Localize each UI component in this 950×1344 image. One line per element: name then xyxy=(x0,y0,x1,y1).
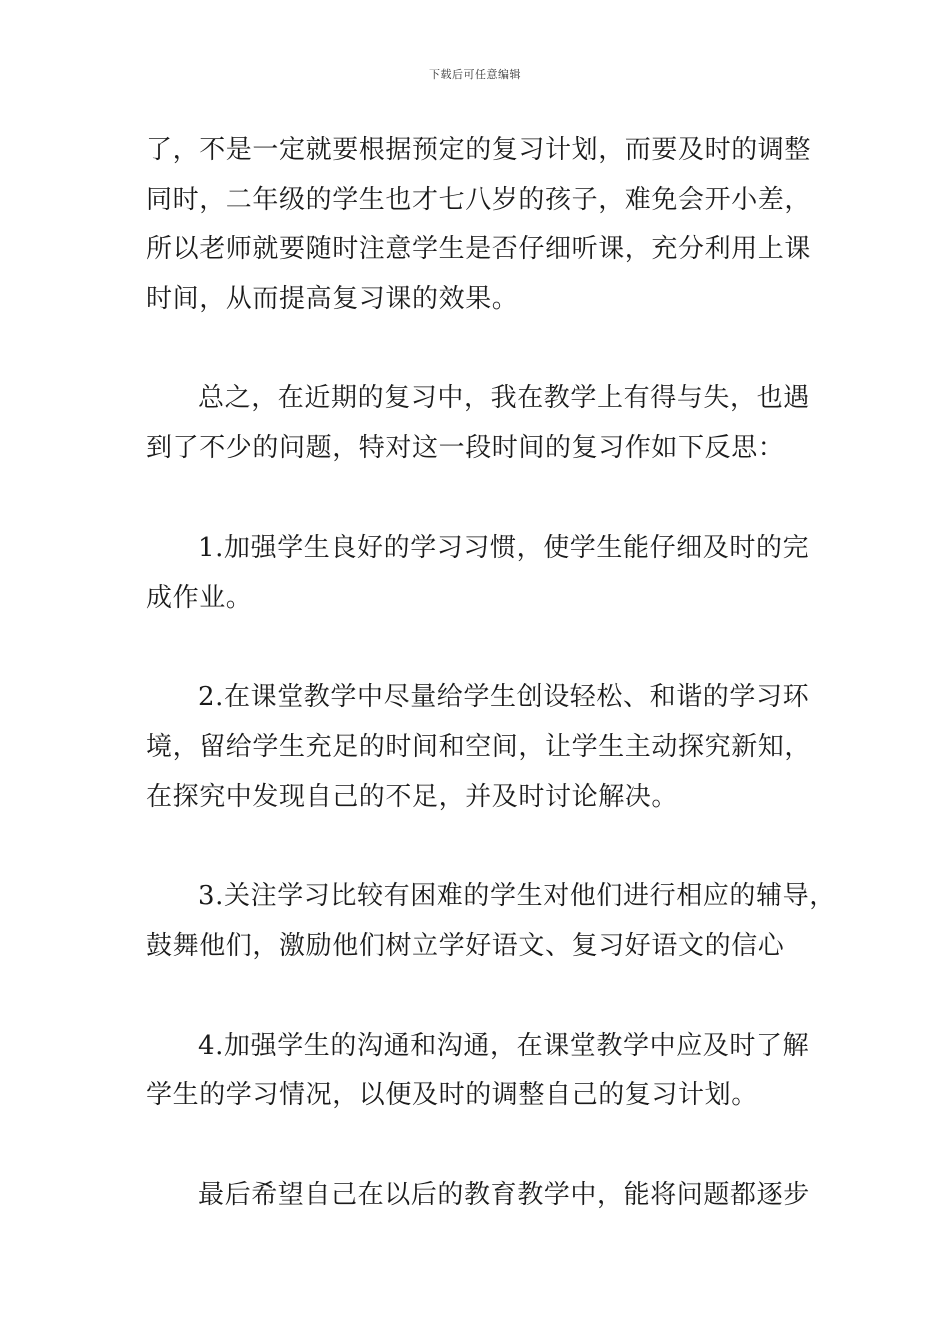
text-line: 3.关注学习比较有困难的学生对他们进行相应的辅导， xyxy=(198,881,836,911)
text-line: 鼓舞他们，激励他们树立学好语文、复习好语文的信心 xyxy=(146,931,785,961)
text-line: 时间，从而提高复习课的效果。 xyxy=(146,284,519,314)
text-line: 1.加强学生良好的学习习惯，使学生能仔细及时的完 xyxy=(198,533,810,563)
text-line: 同时，二年级的学生也才七八岁的孩子，难免会开小差， xyxy=(146,185,812,215)
text-line: 所以老师就要随时注意学生是否仔细听课，充分利用上课 xyxy=(146,234,812,264)
text-line: 2.在课堂教学中尽量给学生创设轻松、和谐的学习环 xyxy=(198,682,810,712)
text-line: 学生的学习情况，以便及时的调整自己的复习计划。 xyxy=(146,1080,758,1110)
page-header: 下载后可任意编辑 xyxy=(429,68,521,81)
text-line: 成作业。 xyxy=(146,583,253,613)
text-line: 在探究中发现自己的不足，并及时讨论解决。 xyxy=(146,782,679,812)
text-line: 最后希望自己在以后的教育教学中，能将问题都逐步 xyxy=(198,1180,810,1210)
text-line: 4.加强学生的沟通和沟通，在课堂教学中应及时了解 xyxy=(198,1031,810,1061)
text-line: 到了不少的问题，特对这一段时间的复习作如下反思： xyxy=(146,433,785,463)
text-line: 了，不是一定就要根据预定的复习计划，而要及时的调整 xyxy=(146,135,812,165)
text-line: 境，留给学生充足的时间和空间，让学生主动探究新知， xyxy=(146,732,812,762)
text-line: 总之，在近期的复习中，我在教学上有得与失，也遇 xyxy=(198,383,810,413)
